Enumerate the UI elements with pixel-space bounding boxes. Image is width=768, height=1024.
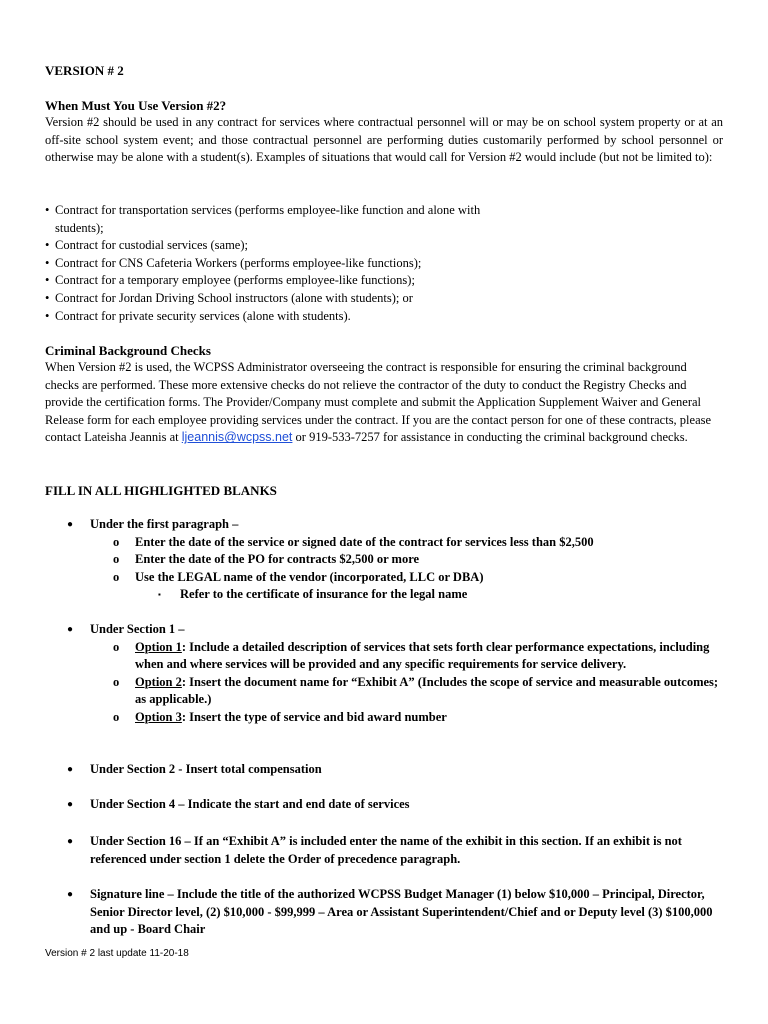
list-item: ▪ Refer to the certificate of insurance for the legal name: [158, 587, 468, 602]
examples-list: [45, 202, 723, 325]
list-item: ● Under Section 4 – Indicate the start and end date of services: [67, 797, 410, 811]
signature-block: [45, 886, 723, 939]
list-item: o Use the LEGAL name of the vendor (incorporated, LLC or DBA): [113, 569, 484, 584]
list-item: o Option 2: Insert the document name for “Exhibit A” (Includes the scope of service and measurable outcomes; as applicable.): [113, 674, 719, 707]
criminal-paragraph: When Version #2 is used, the WCPSS Administrator overseeing the contract is responsible for ensuring the criminal background checks are performed. These more extensive checks do not relieve the contractor of the duty to conduct the Registry Checks and provide the certification forms. The Provider/Company must complete and submit the Application Supplement Waiver and General Release form for each employee providing services under the contract. If you are the contact person for one of these contracts, please contact Lateisha Jeannis at ljeannis@wcpss.net or 919-533-7257 for assistance in conducting the criminal background checks.: [45, 360, 712, 445]
section4-block: [45, 796, 723, 814]
version-title: VERSION # 2: [45, 63, 124, 78]
list-item: o Option 1: Include a detailed description of services that sets forth clear performance expectations, including when and where services will be provided and any specific requirements for service delivery.: [113, 639, 710, 672]
list-item: • Contract for Jordan Driving School instructors (alone with students); or: [45, 290, 413, 305]
list-item: • Contract for a temporary employee (performs employee-like functions);: [45, 273, 415, 288]
section1-block: [45, 621, 723, 727]
email-link[interactable]: ljeannis@wcpss.net: [181, 430, 293, 445]
list-item: ● Under Section 1 –: [67, 622, 185, 636]
list-item: • Contract for CNS Cafeteria Workers (performs employee-like functions);: [45, 255, 422, 270]
section2-block: [45, 761, 723, 779]
when-section: [45, 97, 723, 167]
list-item: ● Under Section 16 – If an “Exhibit A” is included enter the name of the exhibit in this section. If an exhibit is not referenced under section 1 delete the Order of precedence paragraph.: [67, 834, 682, 866]
when-heading: When Must You Use Version #2?: [45, 98, 227, 113]
list-item: • Contract for transportation services (performs employee-like function and alone with students);: [45, 203, 481, 235]
list-item: • Contract for custodial services (same);: [45, 238, 248, 253]
fill-heading: FILL IN ALL HIGHLIGHTED BLANKS: [45, 483, 277, 498]
list-item: • Contract for private security services (alone with students).: [45, 308, 351, 323]
criminal-heading: Criminal Background Checks: [45, 343, 211, 358]
first-paragraph-block: [45, 516, 723, 604]
list-item: ● Under the first paragraph –: [67, 517, 239, 531]
list-item: o Option 3: Insert the type of service and bid award number: [113, 709, 447, 724]
list-item: o Enter the date of the service or signed date of the contract for services less than $2,500: [113, 534, 594, 549]
criminal-section: [45, 342, 723, 447]
when-paragraph: Version #2 should be used in any contract for services where contractual personnel will or may be on school system property or at an off-site school system event; and those contractual personnel are performing duties customarily performed by school personnel or otherwise may be alone with a student(s). Examples of situations that would call for Version #2 would include (but not be limited to):: [45, 115, 723, 165]
list-item: ● Signature line – Include the title of the authorized WCPSS Budget Manager (1) below $10,000 – Principal, Director, Senior Director level, (2) $10,000 - $99,999 – Area or Assistant Superintendent/Chief and or Deputy level (3) $100,000 and up - Board Chair: [67, 887, 713, 937]
list-item: o Enter the date of the PO for contracts $2,500 or more: [113, 552, 420, 567]
page-footer: Version # 2 last update 11-20-18: [45, 948, 189, 959]
list-item: ● Under Section 2 - Insert total compensation: [67, 762, 322, 776]
section16-block: [45, 833, 723, 868]
